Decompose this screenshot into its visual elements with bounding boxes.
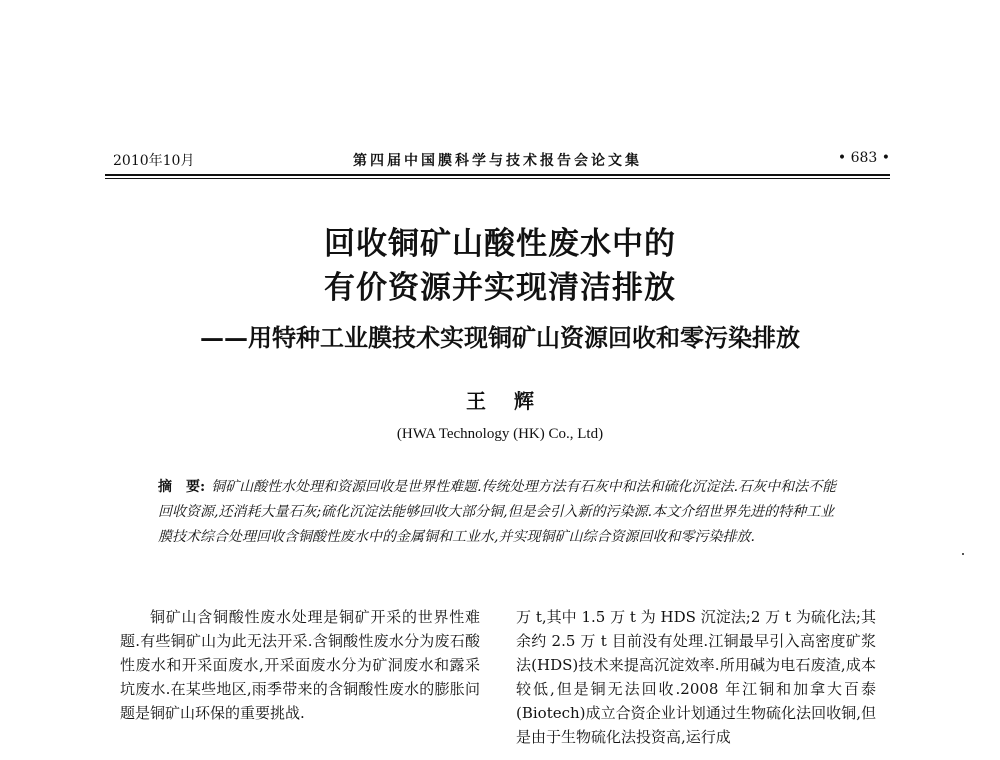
header-date: 2010年10月 [113,153,195,169]
header-rule-thin [105,178,890,179]
body-column-left [120,605,480,725]
body-column-right [516,605,876,749]
abstract [158,475,848,550]
abstract-label: 摘 要: [158,479,206,495]
title-line-1: 回收铜矿山酸性废水中的 [324,226,676,262]
body-paragraph-left: 铜矿山含铜酸性废水处理是铜矿开采的世界性难题.有些铜矿山为此无法开采.含铜酸性废水分为废石酸性废水和开采面废水,开采面废水分为矿洞废水和露采坑废水.在某些地区,雨季带来的含铜酸性废水的膨胀问题是铜矿山环保的重要挑战. [120,608,480,722]
abstract-text: 铜矿山酸性水处理和资源回收是世界性难题.传统处理方法有石灰中和法和硫化沉淀法.石灰中和法不能回收资源,还消耗大量石灰;硫化沉淀法能够回收大部分铜,但是会引入新的污染源.本文介绍世界先进的特种工业膜技术综合处理回收含铜酸性废水中的金属铜和工业水,并实现铜矿山综合资源回收和零污染排放. [158,479,837,545]
body-paragraph-right: 万 t,其中 1.5 万 t 为 HDS 沉淀法;2 万 t 为硫化法;其余约 2.5 万 t 目前没有处理.江铜最早引入高密度矿浆法(HDS)技术来提高沉淀效率.所用碱为电石废渣,成本较低,但是铜无法回收.2008 年江铜和加拿大百泰(Biotech)成立合资企业计划通过生物硫化法回收铜,但是由于生物硫化法投资高,运行成 [516,608,876,746]
header-rule-thick [105,174,890,176]
title-line-2: 有价资源并实现清洁排放 [324,270,676,306]
header-proceedings-title: 第四届中国膜科学与技术报告会论文集 [353,153,642,169]
header-page-number: • 683 • [837,150,890,166]
author-affiliation: (HWA Technology (HK) Co., Ltd) [396,426,604,442]
scan-speck [962,553,964,555]
running-header [105,150,890,172]
subtitle: ——用特种工业膜技术实现铜矿山资源回收和零污染排放 [200,323,800,352]
author-name: 王辉 [466,389,562,413]
